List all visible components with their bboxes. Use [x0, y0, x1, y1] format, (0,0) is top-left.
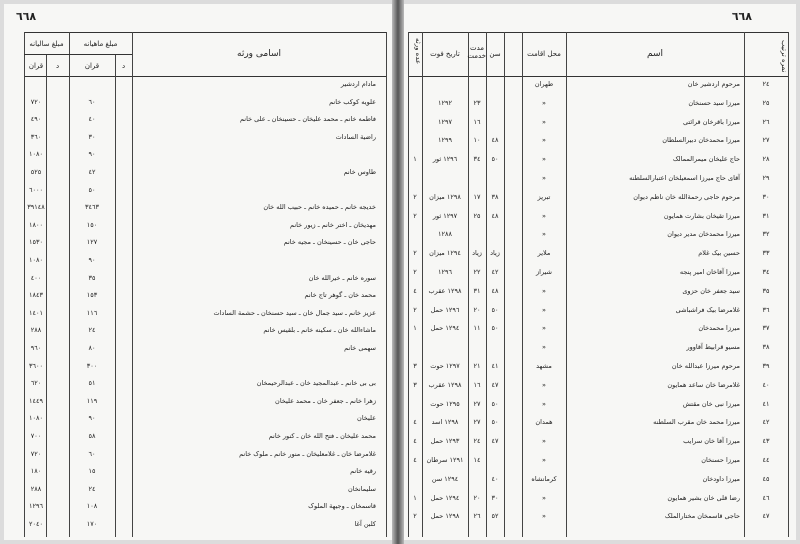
deceased-name: مرحوم حاجی رحمةالله خان ناظم دیوان: [633, 192, 740, 201]
column-rule: [788, 32, 789, 537]
service-years: ١٠: [473, 136, 481, 145]
death-date: ١٢٩٨ حمل: [430, 512, 460, 521]
death-date: ١٢٩٨ میزان: [429, 192, 461, 201]
residence: «: [542, 211, 546, 220]
heirs-count: ١: [413, 493, 417, 502]
heirs-names: زهرا خانم ـ جعفر خان ـ محمد علیخان: [275, 396, 376, 405]
annual-amount: ٣٦٠٠: [29, 361, 43, 370]
row-number: ٣٥: [762, 286, 770, 295]
header-bottom-rule: [408, 76, 788, 77]
residence: تبریز: [537, 192, 551, 201]
heirs-names: محمد خان ـ گوهر تاج خانم: [304, 291, 376, 300]
residence: ملایر: [537, 249, 551, 258]
heirs-count: ٢: [413, 268, 417, 276]
table-top-rule: [408, 32, 788, 33]
annual-amount: ٢٨٨: [30, 484, 42, 493]
heirs-names: ماشاءالله خان ـ سکینه خانم ـ بلقیس خانم: [263, 326, 376, 335]
deceased-name: حسین بیک غلام: [698, 249, 740, 258]
annual-amount: ١٢٩٦: [29, 502, 43, 511]
heirs-names: فاطمه خانم ـ محمد علیخان ـ حسینخان ـ علی خانم: [239, 115, 376, 124]
row-number: ٣٣: [762, 249, 770, 258]
monthly-amount: ١٠٨: [86, 502, 98, 511]
header-heirs: اسامی ورثه: [237, 49, 281, 59]
header-name: اسم: [646, 49, 664, 59]
heirs-names: حاجی خان ـ حسینخان ـ مجیه خانم: [283, 238, 376, 247]
annual-amount: ١٤٠١: [29, 308, 43, 317]
annual-amount: ١٠٨٠: [29, 414, 43, 423]
row-number: ٢٨: [762, 155, 770, 164]
heirs-count: ٢: [413, 192, 417, 201]
service-years: ٢٢: [473, 268, 481, 276]
heirs-names: کلبن آغا: [354, 520, 376, 528]
deceased-name: حاج علیخان میمرالممالک: [672, 155, 740, 164]
heirs-count: ٢: [413, 249, 417, 258]
service-years: ١٤: [473, 456, 481, 464]
heirs-names: سهمی خانم: [344, 344, 376, 352]
annual-amount: ٧٠٠: [30, 432, 42, 440]
death-date: ١٢٩٤ حمل: [430, 324, 460, 333]
annual-amount: ٧٢٠: [30, 449, 42, 458]
row-number: ٤١: [762, 399, 770, 408]
row-number: ٢٥: [762, 98, 770, 107]
age: ٤٠: [491, 474, 499, 483]
deceased-name: میرزا محمد خان مقرب السلطنه: [653, 418, 740, 427]
column-rule: [115, 54, 116, 537]
death-date: ١٢٨٨: [438, 230, 452, 239]
monthly-amount: ٥٨: [88, 432, 96, 440]
row-number: ٤٤: [762, 456, 770, 464]
column-rule: [46, 54, 47, 537]
age: ٤٧: [491, 380, 499, 389]
heirs-count: ٤: [413, 456, 417, 464]
header-bottom-rule: [24, 76, 386, 77]
age: ٥٠: [491, 155, 499, 164]
annual-amount: ١٨٠٠: [29, 220, 43, 229]
header-dinar: د: [55, 62, 60, 70]
death-date: ١٢٩٧: [438, 117, 452, 126]
deceased-name: حاجی قاسمخان مختارالملک: [664, 512, 740, 521]
row-number: ٣٤: [762, 268, 770, 276]
age: ٤٨: [491, 286, 499, 295]
annual-amount: ٣٩١٤٨: [27, 203, 45, 212]
subheader-rule: [24, 54, 132, 55]
deceased-name: مرحوم اردشیر خان: [687, 80, 740, 88]
annual-amount: ٦٠٠٠: [29, 185, 43, 194]
heirs-names: علیخان: [357, 414, 376, 423]
residence: «: [542, 117, 546, 126]
annual-amount: ١٤٤٩: [29, 396, 43, 405]
service-years: ٣٤: [473, 155, 481, 164]
heirs-count: ٣: [413, 380, 417, 389]
header-residence: محل اقامت: [527, 50, 561, 58]
service-years: ٢٧: [473, 418, 481, 427]
deceased-name: میرزا محمدخان مدیر دیوان: [667, 230, 740, 239]
row-number: ٣٩: [762, 362, 770, 370]
age: ٤٨: [491, 211, 499, 220]
deceased-name: میرزا نبی خان مقتش: [682, 399, 740, 408]
service-years: ١٦: [473, 380, 481, 389]
column-rule: [386, 32, 387, 537]
service-years: ١١: [473, 324, 481, 333]
annual-amount: ٢٠٤٠: [29, 520, 43, 528]
residence: «: [542, 380, 546, 389]
deceased-name: غلامرضا خان ساعد همایون: [667, 380, 740, 389]
annual-amount: ٩٦٠: [30, 344, 42, 352]
header-qiran: قران: [28, 62, 44, 70]
service-years: ٢٧: [473, 399, 481, 408]
service-years: ٢٠: [473, 305, 481, 314]
annual-amount: ٥٢٥: [30, 168, 42, 176]
residence: «: [542, 174, 546, 182]
death-date: ١٢٩٧ حوت: [430, 362, 460, 370]
death-date: ١٢٩٩: [438, 136, 452, 145]
monthly-amount: ١٥٣: [86, 291, 98, 300]
age: ٤٢: [491, 268, 499, 276]
service-years: ١٧: [473, 192, 481, 201]
deceased-name: میرزا محمدخان: [698, 324, 740, 333]
residence: همدان: [535, 418, 553, 427]
monthly-amount: ٣٠: [88, 132, 96, 141]
death-date: ١٢٩٣ حمل: [430, 437, 460, 446]
row-number: ٣٢: [762, 230, 770, 239]
header-service: مدت خدمت: [467, 44, 486, 60]
row-number: ٤٧: [762, 512, 770, 521]
header-death-date: تاریخ فوت: [430, 50, 460, 58]
death-date: ١٢٩٦ حمل: [430, 305, 460, 314]
annual-amount: ٢٨٨: [30, 326, 42, 335]
age: ٤٨: [491, 136, 499, 145]
deceased-name: میرزا آقا خان سرایب: [683, 437, 740, 446]
deceased-name: میرزا داودخان: [702, 474, 740, 483]
death-date: ١٢٩٨ عقرب: [428, 380, 462, 389]
service-years: ٣١: [473, 286, 481, 295]
header-row-no: نمره ترتیب: [780, 39, 788, 73]
monthly-amount: ٤٢: [88, 168, 96, 176]
heirs-names: مادام اردشیر: [340, 80, 376, 88]
annual-amount: ١٥٣٠: [29, 238, 43, 247]
heirs-names: راضیة السادات: [335, 132, 376, 141]
heirs-count: ١: [413, 324, 417, 333]
monthly-amount: ٦٠: [88, 97, 96, 106]
death-date: ١٢٩٤ حمل: [430, 493, 460, 502]
book-gutter: [392, 0, 404, 544]
residence: «: [542, 286, 546, 295]
residence: «: [542, 324, 546, 333]
age: ٥٠: [491, 324, 499, 333]
row-number: ٤٥: [762, 474, 770, 483]
monthly-amount: ٣٤٦٣: [85, 203, 99, 212]
heirs-count: ٤: [413, 437, 417, 446]
page-number: ٦٦٨: [16, 10, 37, 23]
heirs-names: بی بی خانم ـ عبدالمجید خان ـ عبدالرحیمخان: [256, 379, 376, 388]
monthly-amount: ١٥٠: [86, 220, 98, 229]
heirs-names: طاوس خانم: [343, 168, 376, 176]
death-date: ١٢٩٨ اسد: [431, 418, 459, 427]
residence: «: [542, 437, 546, 446]
annual-amount: ٧٢٠: [30, 97, 42, 106]
residence: «: [542, 98, 546, 107]
monthly-amount: ٥١: [88, 379, 96, 388]
heirs-names: رقیه خانم: [350, 467, 376, 476]
monthly-amount: ٣٥: [88, 273, 96, 282]
heirs-names: قاسمخان ـ وجیهة الملوک: [308, 502, 376, 511]
annual-amount: ١٠٨٠: [29, 150, 43, 159]
heirs-count: ٤: [413, 418, 417, 427]
death-date: ١٢٩٦: [438, 268, 452, 276]
deceased-name: میرزا حسنخان: [701, 456, 740, 464]
annual-amount: ٣٦٠: [30, 132, 42, 141]
monthly-amount: ٤٠: [88, 115, 96, 124]
age: ٥٠: [491, 305, 499, 314]
death-date: ١٢٩٦ ثور: [432, 155, 458, 164]
death-date: ١٢٩١ سرطان: [426, 456, 464, 464]
residence: مشهد: [536, 362, 552, 370]
row-number: ٢٩: [762, 174, 770, 182]
monthly-amount: ١٥: [88, 467, 96, 476]
heirs-count: ٢: [413, 305, 417, 314]
annual-amount: ٦٢٠: [30, 379, 42, 388]
monthly-amount: ٩٠: [88, 256, 96, 264]
age: ٥٢: [491, 512, 499, 521]
residence: کرمانشاه: [531, 474, 557, 483]
column-rule: [24, 32, 25, 537]
residence: شیراز: [536, 268, 552, 276]
row-number: ٣٧: [762, 324, 770, 333]
service-years: ٢٤: [473, 437, 481, 446]
heirs-count: ١: [413, 155, 417, 164]
monthly-amount: ١٢٧: [86, 238, 98, 247]
column-rule: [566, 32, 567, 537]
monthly-amount: ٩٠: [88, 150, 96, 159]
annual-amount: ١٨٤٣: [29, 291, 43, 300]
row-number: ٢٦: [762, 117, 770, 126]
death-date: ١٢٩٤ سن: [431, 474, 459, 483]
annual-amount: ١٠٨٠: [29, 256, 43, 264]
age: ٤١: [491, 362, 499, 370]
monthly-amount: ١١٩: [86, 396, 98, 405]
residence: «: [542, 399, 546, 408]
heirs-names: سوره خانم ـ خیرالله خان: [308, 273, 376, 282]
deceased-name: مرحوم میرزا عبدالله خان: [671, 362, 740, 370]
age: ٣٠: [491, 493, 499, 502]
heirs-count: ٣: [413, 362, 417, 370]
monthly-amount: ٦٠: [88, 449, 96, 458]
header-monthly: مبلغ ماهیانه: [83, 40, 118, 48]
residence: «: [542, 343, 546, 352]
column-rule: [132, 32, 133, 537]
death-date: ١٢٩٢: [438, 98, 452, 107]
service-years: ٢١: [473, 362, 481, 370]
residence: «: [542, 230, 546, 239]
heirs-count: ٤: [413, 286, 417, 295]
deceased-name: میرزا تقیخان بشارت همایون: [663, 211, 740, 220]
residence: «: [542, 512, 546, 521]
residence: «: [542, 155, 546, 164]
row-number: ٤٠: [762, 380, 770, 389]
death-date: ١٢٩٥ حوت: [430, 399, 460, 408]
monthly-amount: ٢٤: [88, 484, 96, 493]
service-years: ٢٦: [473, 512, 481, 521]
heirs-names: خدیجه خانم ـ حمیده خانم ـ حبیب الله خان: [263, 203, 376, 212]
annual-amount: ٤٠٠: [30, 273, 42, 282]
row-number: ٣١: [762, 211, 770, 220]
row-number: ٤٦: [762, 493, 770, 502]
column-rule: [504, 32, 505, 537]
row-number: ٣٠: [762, 192, 770, 201]
deceased-name: میرزا محمدخان دبیرالسلطان: [662, 136, 740, 145]
deceased-name: سید جعفر خان حزوی: [682, 286, 740, 295]
deceased-name: مسیو قرابیط آقاوور: [686, 343, 740, 352]
header-annual: مبلغ سالیانه: [29, 40, 64, 48]
deceased-name: میرزا سید حسنخان: [688, 98, 740, 107]
heirs-names: مهدیخان ـ اختر خانم ـ زیور خانم: [290, 220, 376, 229]
header-dinar: د: [121, 62, 126, 70]
right-page: [404, 4, 796, 540]
residence: «: [542, 136, 546, 145]
header-qiran: قران: [84, 62, 100, 70]
age: ٥٠: [491, 418, 499, 427]
heirs-names: سلیمانخان: [347, 484, 376, 493]
service-years: ٢٠: [473, 493, 481, 502]
monthly-amount: ٥٠: [88, 185, 96, 194]
annual-amount: ٤٩٠: [30, 115, 42, 124]
row-number: ٤٣: [762, 437, 770, 446]
service-years: ٢٥: [473, 211, 481, 220]
deceased-name: میرزا آقاخان امیر پنجه: [679, 268, 740, 276]
residence: «: [542, 305, 546, 314]
residence: «: [542, 456, 546, 464]
heirs-count: ٢: [413, 211, 417, 220]
monthly-amount: ٢٤: [88, 326, 96, 335]
table-top-rule: [24, 32, 386, 33]
header-age: سن: [489, 50, 501, 58]
row-number: ٣٨: [762, 343, 770, 352]
heirs-names: علویه کوکب خانم: [329, 97, 376, 106]
heirs-names: محمد علیخان ـ فتح الله خان ـ کنور خانم: [268, 432, 376, 440]
heirs-count: ٢: [413, 512, 417, 521]
deceased-name: میرزا باقرخان قرائتی: [682, 117, 740, 126]
left-page: [4, 4, 392, 540]
monthly-amount: ١٧٠: [86, 520, 98, 528]
heirs-names: غلامرضا خان ـ غلامعلیخان ـ منور خانم ـ ملوک خانم: [239, 449, 376, 458]
page-number: ٦٦٨: [731, 10, 752, 23]
deceased-name: آقای حاج میرزا اسمعیلخان اعتبارالسلطنه: [629, 174, 740, 182]
service-years: زیاد: [472, 249, 482, 258]
header-heirs-count: عده ورثه: [414, 38, 422, 65]
deceased-name: غلامرضا بیک فراشباشی: [675, 305, 740, 314]
column-rule: [69, 32, 70, 537]
row-number: ٤٢: [762, 418, 770, 427]
residence: طهران: [534, 80, 554, 88]
age: ٣٨: [491, 192, 499, 201]
monthly-amount: ١١٦: [86, 308, 98, 317]
age: ٥٠: [491, 399, 499, 408]
age: ٤٧: [491, 437, 499, 446]
monthly-amount: ٣٠٠: [86, 361, 98, 370]
row-number: ٢٧: [762, 136, 770, 145]
residence: «: [542, 493, 546, 502]
annual-amount: ١٨٠: [30, 467, 42, 476]
death-date: ١٢٩٤ میزان: [429, 249, 461, 258]
row-number: ٢٤: [762, 80, 770, 88]
age: زیاد: [490, 249, 500, 258]
monthly-amount: ٨٠: [88, 344, 96, 352]
death-date: ١٢٩٧ ثور: [432, 211, 458, 220]
monthly-amount: ٩٠: [88, 414, 96, 423]
deceased-name: رضا قلی خان بشیر همایون: [667, 493, 740, 502]
service-years: ٢٣: [473, 98, 481, 107]
heirs-names: عزیز خانم ـ سید جمال خان ـ سید حسنخان ـ حشمة السادات: [213, 308, 376, 317]
service-years: ١٦: [473, 117, 481, 126]
death-date: ١٢٩٨ عقرب: [428, 286, 462, 295]
row-number: ٣٦: [762, 305, 770, 314]
